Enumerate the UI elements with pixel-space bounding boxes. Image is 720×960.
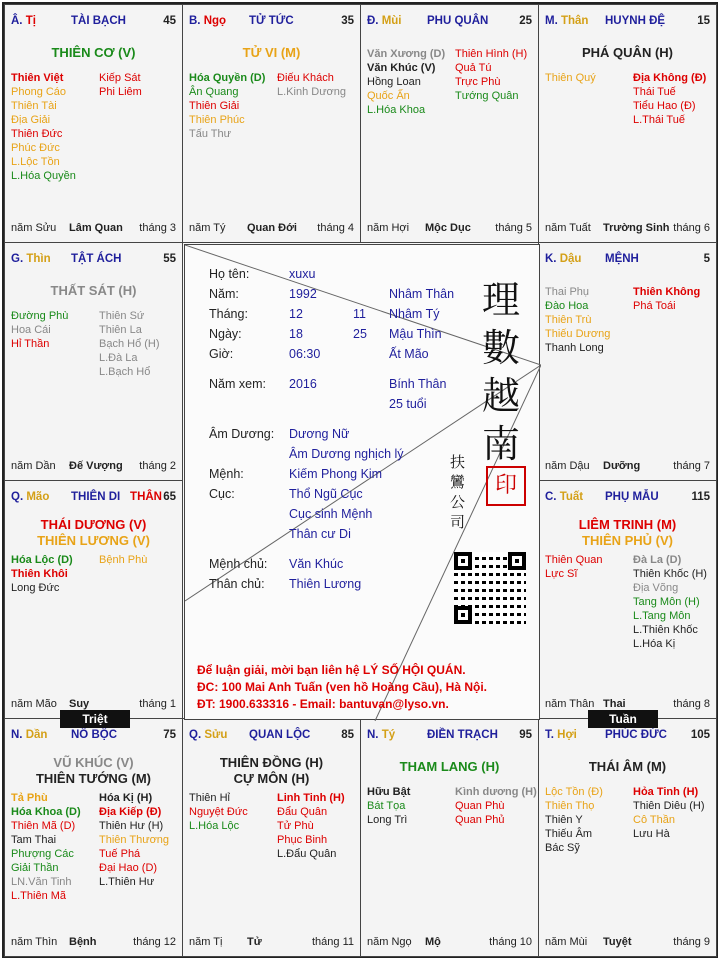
star-item: Tiểu Hao (Đ) [633, 100, 696, 112]
contact-line: ĐT: 1900.633316 - Email: bantuvan@lyso.vn. [197, 697, 449, 711]
star-item: Bát Tọa [367, 800, 406, 812]
info-lunar: 11 [353, 307, 366, 321]
can-chi: M. Thân [545, 15, 589, 27]
minor-stars-left [545, 785, 603, 855]
minor-stars-left [545, 553, 602, 581]
palace-number: 105 [690, 729, 710, 741]
info-value: 06:30 [289, 347, 321, 361]
month-label: tháng 1 [139, 698, 176, 710]
star-item: Thanh Long [545, 342, 604, 354]
palace-header [545, 253, 710, 269]
palace-footer [545, 222, 710, 238]
palace-footer [189, 936, 354, 952]
info-canchi: Mậu Thìn [389, 327, 442, 341]
info-value: 1992 [289, 287, 317, 301]
palace-number: 15 [697, 15, 710, 27]
year-label: năm Tuất [545, 222, 591, 234]
minor-stars-right [99, 309, 160, 379]
month-label: tháng 10 [489, 936, 532, 948]
info-menh-lbl: Mệnh: [209, 467, 244, 481]
info-canchi: Bính Thân [389, 377, 447, 391]
info-label: Năm xem: [209, 377, 266, 391]
palace-footer [11, 222, 176, 238]
main-star: THIÊN PHỦ (V) [582, 533, 673, 548]
star-item: Long Trì [367, 814, 408, 826]
palace-header [11, 15, 176, 31]
star-item: Thiên Tài [11, 100, 57, 112]
star-item: Phượng Các [11, 848, 74, 860]
life-phase: Trường Sinh [603, 222, 670, 234]
star-item: Kiếp Sát [99, 72, 141, 84]
month-label: tháng 7 [673, 460, 710, 472]
month-label: tháng 6 [673, 222, 710, 234]
palace-cell-hoi [538, 718, 717, 957]
palace-cell-mui [360, 4, 539, 243]
star-item: Đà La (D) [633, 554, 682, 566]
star-item: Đào Hoa [545, 300, 589, 312]
star-item: Phi Liêm [99, 86, 142, 98]
star-item: Thiên Trù [545, 314, 592, 326]
star-item: Lưu Hà [633, 828, 670, 840]
star-item: Thiên Thọ [545, 800, 595, 812]
star-item: Thiên Mã (D) [11, 820, 76, 832]
palace-name: MỆNH [605, 253, 639, 265]
info-canchi: Nhâm Tý [389, 307, 440, 321]
palace-cell-ty [4, 4, 183, 243]
star-item: Thiên Hình (H) [455, 48, 528, 60]
star-item: Thai Phụ [545, 286, 590, 298]
palace-header [189, 15, 354, 31]
palace-cell-dan [4, 718, 183, 957]
month-label: tháng 12 [133, 936, 176, 948]
star-item: Địa Kiếp (Đ) [99, 806, 162, 818]
info-am-duong-2: Âm Dương nghịch lý [289, 447, 404, 461]
palace-name: ĐIỀN TRẠCH [427, 729, 498, 741]
star-item: L.Lộc Tồn [11, 156, 60, 168]
year-label: năm Mão [11, 698, 57, 710]
star-item: Kình dương (H) [455, 786, 537, 798]
star-item: Thiên Đức [11, 128, 63, 140]
star-item: Hoa Cái [11, 324, 51, 336]
can-chi: N. Tý [367, 729, 396, 741]
star-item: Hồng Loan [367, 76, 421, 88]
star-item: Tướng Quân [455, 90, 519, 102]
calligraphy-logo [470, 276, 532, 468]
contact-line: Để luận giải, mời bạn liên hệ LÝ SỐ HỘI QUÁN. [197, 663, 466, 677]
can-chi: Đ. Mùi [367, 15, 402, 27]
star-item: Quan Phủ [455, 814, 505, 826]
palace-header [11, 253, 176, 269]
life-phase: Tử [247, 936, 262, 948]
info-canchi: Nhâm Thân [389, 287, 455, 301]
palace-number: 45 [163, 15, 176, 27]
palace-footer [11, 936, 176, 952]
can-chi: K. Dậu [545, 253, 582, 265]
star-item: Thiên Giải [189, 100, 240, 112]
star-item: Hóa Khoa (D) [11, 806, 81, 818]
info-label: Giờ: [209, 347, 234, 361]
palace-cell-mao [4, 480, 183, 719]
minor-stars-left [11, 71, 76, 183]
life-phase: Mộc Dục [425, 222, 471, 234]
year-label: năm Tý [189, 222, 226, 234]
star-item: Nguyệt Đức [189, 806, 248, 818]
info-value: 18 [289, 327, 303, 341]
month-label: tháng 2 [139, 460, 176, 472]
minor-stars-left [11, 309, 68, 351]
star-item: L.Đà La [99, 352, 138, 364]
contact-line: ĐC: 100 Mai Anh Tuấn (ven hồ Hoàng Cầu), Hà Nội. [197, 680, 488, 694]
palace-cell-ngo [182, 4, 361, 243]
star-item: Thiên Khôi [11, 568, 68, 580]
star-item: Địa Võng [633, 582, 679, 594]
minor-stars-right [633, 785, 705, 841]
star-item: Thiên Thương [99, 834, 170, 846]
main-star: THIÊN LƯƠNG (V) [37, 533, 150, 548]
star-item: Hỉ Thần [11, 338, 50, 350]
palace-footer [11, 460, 176, 476]
star-item: Tang Môn (H) [633, 596, 700, 608]
star-item: Địa Giải [11, 114, 51, 126]
palace-number: 25 [519, 15, 532, 27]
year-label: năm Hợi [367, 222, 410, 234]
palace-header [367, 729, 532, 745]
main-star: THIÊN ĐỒNG (H) [219, 755, 324, 770]
star-item: Hóa Quyền (D) [189, 72, 266, 84]
palace-cell-thin [4, 242, 183, 481]
seal-side-glyph: 鸞 [450, 473, 466, 491]
star-item: L.Đẩu Quân [277, 848, 337, 860]
info-value: 2016 [289, 377, 317, 391]
star-item: Cô Thần [633, 814, 675, 826]
main-star: THIÊN CƠ (V) [51, 45, 136, 60]
star-item: L.Hóa Khoa [367, 104, 426, 116]
star-item: Bác Sỹ [545, 842, 580, 854]
palace-name: TẬT ÁCH [71, 253, 122, 265]
main-star: THÁI ÂM (M) [588, 759, 667, 774]
minor-stars-left [11, 553, 73, 595]
palace-name: TỬ TỨC [249, 15, 294, 27]
star-item: Hóa Lộc (D) [11, 554, 73, 566]
minor-stars-right [455, 785, 537, 827]
palace-name: PHÚC ĐỨC [605, 729, 667, 741]
qr-code [454, 552, 526, 624]
can-chi: C. Tuất [545, 491, 584, 503]
can-chi: Q. Mão [11, 491, 50, 503]
star-item: Hữu Bật [367, 786, 411, 798]
minor-stars-left [189, 791, 248, 833]
calligraphy-glyph: 數 [481, 326, 520, 370]
palace-name: TÀI BẠCH [71, 15, 126, 27]
palace-name: PHỤ MẪU [605, 491, 659, 503]
info-label: Ngày: [209, 327, 242, 341]
tuan-tag: Tuần [588, 710, 658, 728]
life-phase: Quan Đới [247, 222, 297, 234]
seal-side-text [450, 452, 468, 532]
can-chi: T. Hợi [545, 729, 577, 741]
main-star: THÁI DƯƠNG (V) [40, 517, 147, 532]
star-item: L.Thái Tuế [633, 114, 685, 126]
minor-stars-left [545, 71, 596, 85]
palace-number: 95 [519, 729, 532, 741]
star-item: Quan Phù [455, 800, 505, 812]
seal-side-glyph: 扶 [450, 453, 466, 471]
palace-footer [189, 222, 354, 238]
palace-number: 115 [691, 491, 710, 503]
info-menh-chu-lbl: Mệnh chủ: [209, 557, 268, 571]
minor-stars-right [633, 553, 707, 651]
palace-number: 65 [163, 491, 176, 503]
palace-number: 55 [163, 253, 176, 265]
minor-stars-right [455, 47, 527, 103]
star-item: Thiên Hư (H) [99, 820, 164, 832]
palace-number: 5 [703, 253, 710, 265]
year-label: năm Sửu [11, 222, 57, 234]
month-label: tháng 9 [673, 936, 710, 948]
life-phase: Lâm Quan [69, 222, 123, 234]
star-item: L.Kinh Dương [277, 86, 347, 98]
calligraphy-glyph: 越 [481, 374, 520, 418]
star-item: Long Đức [11, 582, 60, 594]
info-lunar: 25 [353, 327, 367, 341]
main-star: PHÁ QUÂN (H) [582, 45, 673, 60]
can-chi: B. Ngọ [189, 15, 227, 27]
palace-name: PHU QUÂN [427, 15, 489, 27]
info-cuc-2: Cục sinh Mệnh [289, 507, 373, 521]
info-am-duong-lbl: Âm Dương: [209, 427, 275, 441]
star-item: Thiếu Âm [545, 828, 593, 840]
star-item: Thiên Quý [545, 72, 596, 84]
star-item: Thiên Quan [545, 554, 603, 566]
calligraphy-glyph: 南 [481, 422, 520, 466]
palace-cell-suu [182, 718, 361, 957]
star-item: Trực Phù [455, 76, 501, 88]
palace-number: 75 [163, 729, 176, 741]
star-item: Thiếu Dương [545, 328, 611, 340]
star-item: Văn Khúc (V) [367, 62, 436, 74]
red-seal-stamp: 印 [486, 466, 526, 506]
minor-stars-right [633, 71, 706, 127]
star-item: Tả Phù [11, 792, 48, 804]
month-label: tháng 8 [673, 698, 710, 710]
star-item: Phong Cáo [11, 86, 67, 98]
info-value: 12 [289, 307, 303, 321]
star-item: Quốc Ấn [367, 90, 410, 102]
life-phase: Bệnh [69, 936, 97, 948]
info-cuc-1: Thổ Ngũ Cục [289, 487, 363, 501]
palace-header [545, 15, 710, 31]
year-label: năm Thân [545, 698, 595, 710]
star-item: Thiên Việt [11, 72, 64, 84]
palace-footer [545, 460, 710, 476]
main-star: LIÊM TRINH (M) [578, 517, 677, 532]
life-phase: Dưỡng [603, 460, 641, 472]
info-canchi: 25 tuổi [389, 397, 427, 411]
year-label: năm Ngọ [367, 936, 412, 948]
star-item: Bạch Hổ (H) [99, 338, 160, 350]
star-item: L.Thiên Khốc [633, 624, 698, 636]
palace-header [545, 491, 710, 507]
star-item: Văn Xương (D) [367, 48, 446, 60]
life-phase: Thai [603, 698, 626, 710]
palace-footer [545, 936, 710, 952]
calligraphy-glyph: 理 [481, 278, 520, 322]
info-than-chu: Thiên Lương [289, 577, 362, 591]
star-item: Tấu Thư [189, 128, 232, 140]
info-label: Tháng: [209, 307, 248, 321]
star-item: Thiên Diêu (H) [633, 800, 705, 812]
palace-header [189, 729, 354, 745]
star-item: LN.Văn Tinh [11, 876, 72, 888]
horoscope-chart [2, 2, 718, 958]
life-phase: Mộ [425, 936, 441, 948]
star-item: Ân Quang [189, 86, 239, 98]
month-label: tháng 4 [317, 222, 354, 234]
life-phase: Suy [69, 698, 90, 710]
star-item: Thiên Hỉ [189, 792, 230, 804]
palace-cell-ty2 [360, 718, 539, 957]
star-item: Tử Phù [277, 820, 314, 832]
main-star: THIÊN TƯỚNG (M) [35, 771, 152, 786]
info-than-chu-lbl: Thân chủ: [209, 577, 265, 591]
minor-stars-left [367, 785, 410, 827]
main-star: THẤT SÁT (H) [50, 283, 137, 298]
minor-stars-right [633, 285, 700, 313]
star-item: Thái Tuế [633, 86, 676, 98]
star-item: Tuế Phá [99, 848, 141, 860]
palace-footer [367, 936, 532, 952]
minor-stars-right [277, 791, 345, 861]
palace-cell-than [538, 4, 717, 243]
star-item: L.Thiên Hư [99, 876, 155, 888]
star-item: Phúc Đức [11, 142, 60, 154]
can-chi: G. Thìn [11, 253, 51, 265]
month-label: tháng 3 [139, 222, 176, 234]
info-cuc-3: Thân cư Di [289, 527, 351, 541]
palace-name: THIÊN DI [71, 491, 121, 503]
star-item: Thiên Không [633, 286, 701, 298]
palace-footer [367, 222, 532, 238]
triet-tag: Triệt [60, 710, 130, 728]
star-item: L.Bạch Hổ [99, 366, 151, 378]
info-canchi: Ất Mão [389, 347, 429, 361]
year-label: năm Dần [11, 460, 56, 472]
star-item: Hỏa Tinh (H) [633, 786, 699, 798]
minor-stars-left [11, 791, 81, 903]
year-label: năm Dậu [545, 460, 590, 472]
star-item: Thiên Khốc (H) [633, 568, 707, 580]
star-item: L.Hóa Lộc [189, 820, 240, 832]
palace-header [545, 729, 710, 745]
star-item: L.Tang Môn [633, 610, 691, 622]
star-item: Thiên Y [545, 814, 583, 826]
year-label: năm Mùi [545, 936, 588, 948]
minor-stars-left [367, 47, 445, 117]
star-item: Hóa Kị (H) [99, 792, 153, 804]
can-chi: N. Dần [11, 729, 48, 741]
minor-stars-right [99, 791, 169, 889]
month-label: tháng 5 [495, 222, 532, 234]
seal-side-glyph: 公 [450, 493, 466, 511]
main-star: CỰ MÔN (H) [233, 771, 310, 786]
star-item: Thiên Sứ [99, 310, 145, 322]
can-chi: Â. Tị [11, 15, 36, 27]
star-item: Bệnh Phù [99, 554, 148, 566]
year-label: năm Tị [189, 936, 223, 948]
main-star: THAM LANG (H) [399, 759, 500, 774]
star-item: Địa Không (Đ) [633, 72, 707, 84]
star-item: Đẩu Quân [277, 806, 328, 818]
palace-header [11, 491, 176, 507]
year-label: năm Thìn [11, 936, 58, 948]
star-item: Giải Thần [11, 862, 59, 874]
star-item: Lực Sĩ [545, 568, 578, 580]
star-item: Thiên La [99, 324, 142, 336]
star-item: Điếu Khách [277, 72, 334, 84]
palace-header [11, 729, 176, 745]
life-phase: Tuyệt [603, 936, 632, 948]
star-item: L.Hóa Quyền [11, 170, 76, 182]
life-phase: Đế Vượng [69, 460, 123, 472]
star-item: Đường Phù [11, 310, 69, 322]
star-item: Phá Toái [633, 300, 676, 312]
palace-name: HUYNH ĐỆ [605, 15, 666, 27]
star-item: L.Hóa Kị [633, 638, 676, 650]
info-value: xuxu [289, 267, 316, 281]
palace-header [367, 15, 532, 31]
minor-stars-right [277, 71, 346, 99]
palace-name: NÔ BỘC [71, 729, 117, 741]
minor-stars-right [99, 553, 147, 567]
minor-stars-right [99, 71, 142, 99]
star-item: Đại Hao (D) [99, 862, 158, 874]
info-label: Năm: [209, 287, 239, 301]
star-item: Thiên Phúc [189, 114, 245, 126]
palace-cell-dau [538, 242, 717, 481]
star-item: Linh Tinh (H) [277, 792, 345, 804]
star-item: L.Thiên Mã [11, 890, 67, 902]
palace-cell-tuat [538, 480, 717, 719]
palace-number: 35 [341, 15, 354, 27]
minor-stars-left [545, 285, 610, 355]
seal-side-glyph: 司 [450, 513, 466, 531]
star-item: Quả Tú [455, 62, 492, 74]
info-label: Họ tên: [209, 267, 250, 281]
main-star: VŨ KHÚC (V) [53, 755, 134, 770]
can-chi: Q. Sửu [189, 729, 228, 741]
minor-stars-left [189, 71, 265, 141]
than-marker: THÂN [130, 491, 162, 503]
palace-name: QUAN LỘC [249, 729, 311, 741]
star-item: Lộc Tồn (Đ) [545, 786, 603, 798]
main-star: TỬ VI (M) [242, 45, 301, 60]
info-cuc-lbl: Cục: [209, 487, 235, 501]
star-item: Phục Binh [277, 834, 328, 846]
info-am-duong-1: Dương Nữ [289, 427, 350, 441]
info-menh: Kiếm Phong Kim [289, 467, 383, 481]
month-label: tháng 11 [311, 936, 354, 948]
info-menh-chu: Văn Khúc [289, 557, 344, 571]
star-item: Tam Thai [11, 834, 57, 846]
palace-number: 85 [341, 729, 354, 741]
